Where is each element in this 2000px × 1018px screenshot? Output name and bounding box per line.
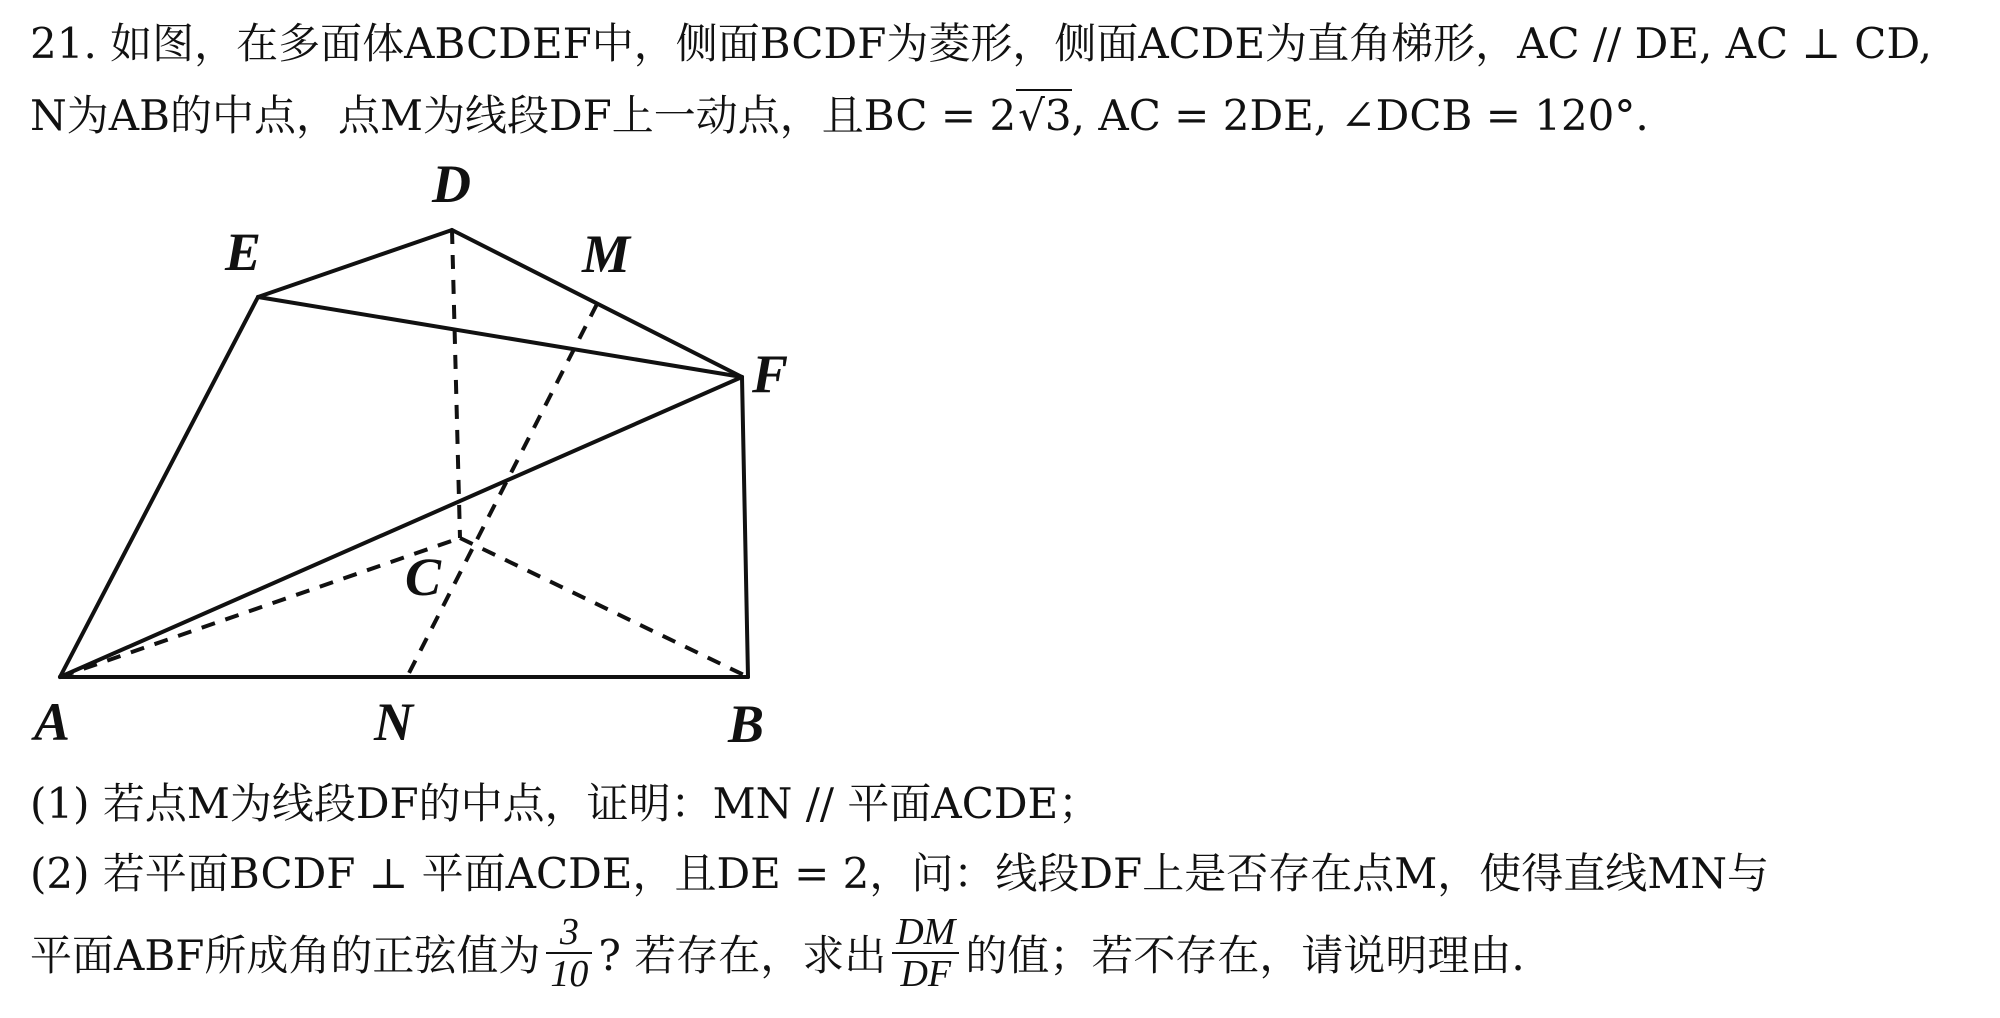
label-M: M: [582, 224, 631, 284]
edge-EF: [258, 297, 742, 377]
problem-stem-line-1: [30, 18, 1932, 70]
label-D: D: [432, 154, 471, 214]
fraction-dm-df: [892, 912, 959, 994]
edge-ED: [258, 230, 452, 297]
label-E: E: [225, 222, 262, 282]
part-2-text-2a: 平面ABF所成角的正弦值为: [30, 931, 541, 980]
sqrt-three: √3: [1018, 91, 1072, 140]
stem-text-2b: , AC = 2DE, ∠DCB = 120°.: [1071, 91, 1649, 140]
edge-AF: [60, 377, 742, 677]
part-2-text-2c: 的值；若不存在，请说明理由.: [965, 931, 1525, 980]
edge-CB-hidden: [460, 538, 748, 677]
stem-text-1: 如图，在多面体ABCDEF中，侧面BCDF为菱形，侧面ACDE为直角梯形，AC // DE, AC ⊥ CD,: [110, 19, 1932, 68]
part-2-line-1: [30, 848, 1769, 900]
fraction-3-10-denominator: 10: [550, 953, 589, 995]
label-C: C: [405, 547, 442, 607]
problem-stem-line-2: [30, 90, 1649, 142]
part-1-text: (1) 若点M为线段DF的中点，证明：MN // 平面ACDE；: [30, 779, 1101, 828]
part-2-line-2: [30, 911, 1525, 1000]
label-F: F: [752, 344, 789, 404]
stem-text-2a: N为AB的中点，点M为线段DF上一动点，且BC = 2: [30, 91, 1017, 140]
fraction-dm-df-numerator: DM: [892, 912, 959, 954]
label-N: N: [374, 692, 413, 752]
part-2-text-1: (2) 若平面BCDF ⊥ 平面ACDE，且DE = 2，问：线段DF上是否存在点M，使得直线MN与: [30, 849, 1769, 898]
fraction-3-10: [546, 912, 592, 994]
part-2-text-2b: ? 若存在，求出: [598, 931, 887, 980]
fraction-dm-df-denominator: DF: [900, 953, 952, 995]
edge-DC-hidden: [452, 230, 460, 538]
problem-number: 21.: [30, 19, 97, 68]
label-B: B: [728, 694, 765, 754]
part-1: [30, 778, 1100, 830]
fraction-3-10-numerator: 3: [546, 912, 592, 954]
edge-FB: [742, 377, 748, 677]
polyhedron-figure: [0, 150, 900, 780]
label-A: A: [34, 692, 71, 752]
segment-MN-hidden: [407, 304, 597, 677]
